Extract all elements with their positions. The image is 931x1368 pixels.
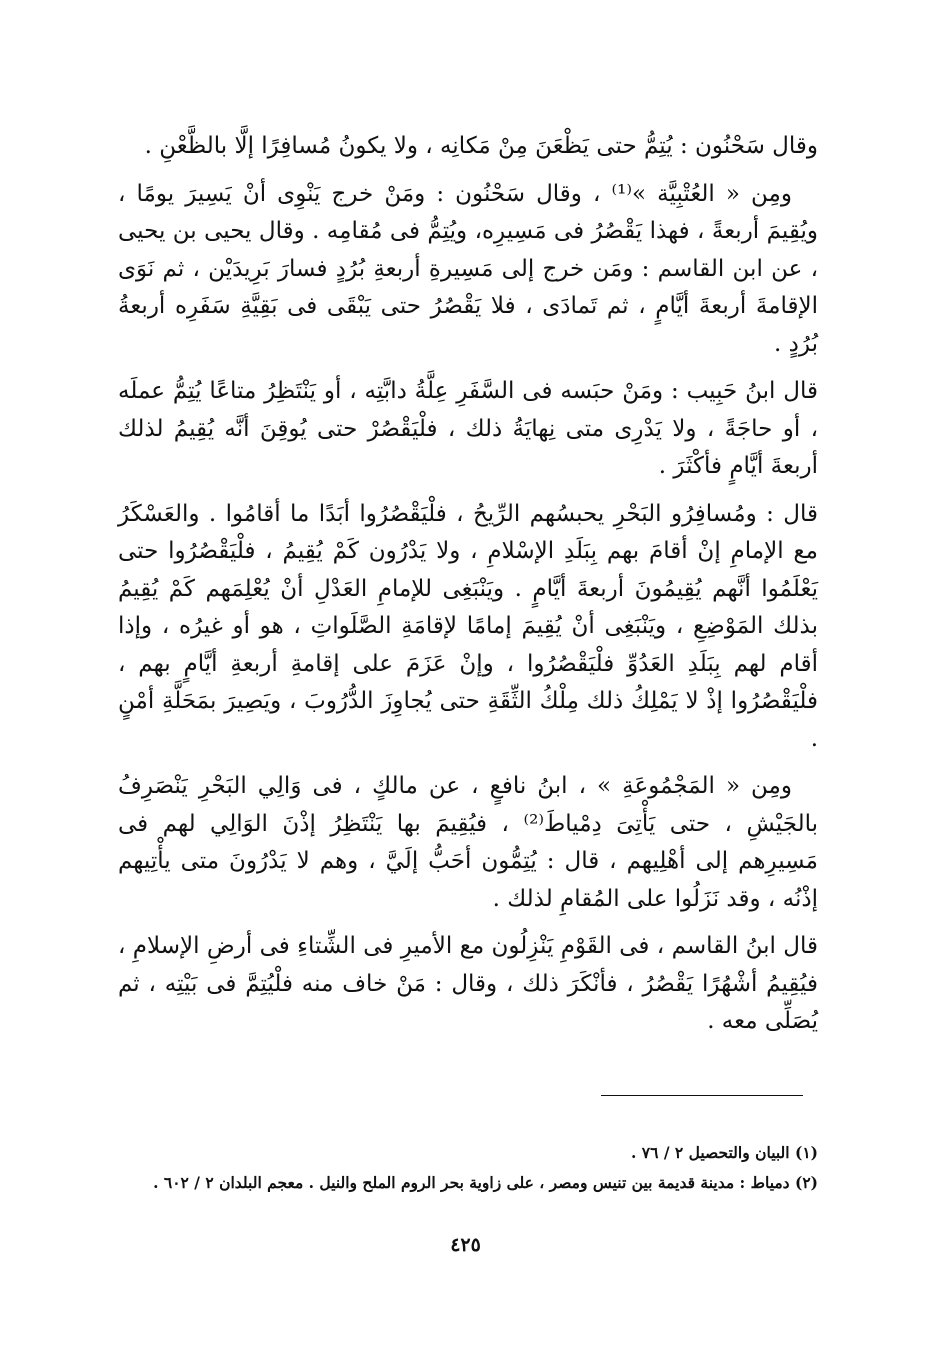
footnote: (٢) دمياط : مدينة قديمة بين تنيس ومصر ، على زاوية بحر الروم الملح والنيل . معجم البلدان ٢ / ٦٠٢ . [153, 1173, 818, 1192]
main-text-body [118, 128, 818, 1041]
paragraph: قال : ومُسافِرُو البَحْرِ يحبسُهم الرِّيحُ ، فلْيَقْصُرُوا أبَدًا ما أقامُوا . والعَسْكَرُ مع الإمامِ إنْ أقامَ بهم بِبَلَدِ الإسْلامِ ، ولا يَدْرُون كَمْ يُقِيمُ ، فلْيَقْصُرُوا حتى يَعْلَمُوا أنَّهم يُقِيمُونَ أربعةَ أيَّامٍ . ويَنْبَغِى للإمامِ العَدْلِ أنْ يُعْلِمَهم كَمْ يُقِيمُ بذلك المَوْضِعِ ، ويَنْبَغِى أنْ يُقِيمَ إمامًا لإقامَةِ الصَّلَواتِ ، هو أو غيرُه ، وإذا أقام لهم بِبَلَدِ العَدُوِّ فلْيَقْصُرُوا ، وإنْ عَزَمَ على إقامةِ أربعةِ أيَّامٍ بهم ، فلْيَقْصُرُوا إذْ لا يَمْلِكُ ذلك مِلْكُ الثِّقَةِ حتى يُجاوِزَ الدُّرُوبَ ، ويَصِيرَ بمَحَلَّةِ أمْنٍ . [118, 500, 818, 752]
footnotes-section [118, 1138, 818, 1198]
paragraph: ومِن « العُتْبِيَّة »⁽¹⁾ ، وقال سَحْنُون : ومَنْ خرج يَنْوِى أنْ يَسِيرَ يومًا ، ويُقِيمَ أربعةً ، فهذا يَقْصُرُ فى مَسِيرِه، ويُتِمُّ فى مُقامِه . وقال يحيى بن يحيى ، عن ابن القاسم : ومَن خرج إلى مَسِيرةِ أربعةِ بُرُدٍ فسارَ بَرِيدَيْن ، ثم نَوَى الإقامةَ أربعةَ أيَّامٍ ، ثم تَمادَى ، فلا يَقْصُرُ حتى يَبْقَى فى بَقِيَّةِ سَفَرِه أربعةُ بُرُدٍ . [118, 180, 818, 357]
page-number: ٤٢٥ [450, 1234, 481, 1256]
paragraph: ومِن « المَجْمُوعَةِ » ، ابنُ نافعٍ ، عن مالكٍ ، فى وَالِي البَحْرِ يَنْصَرِفُ بالجَيْشِ ، حتى يَأْتِىَ دِمْياطَ⁽²⁾ ، فيُقِيمَ بها يَنْتَظِرُ إذْنَ الوَالِي لهم فى مَسِيرِهم إلى أهْلِيهم ، قال : يُتِمُّون أحَبُّ إلَيَّ ، وهم لا يَدْرُونَ متى يأْتِيهم إذْنُه ، وقد نَزَلُوا على المُقامِ لذلك . [118, 773, 818, 912]
paragraph: قال ابنُ القاسم ، فى القَوْمِ يَنْزِلُون مع الأميرِ فى الشِّتاءِ فى أرضِ الإسلامِ ، فيُقِيمُ أشْهُرًا يَقْصُرُ ، فأنْكَرَ ذلك ، وقال : مَنْ خاف منه فلْيُتِمَّ فى بَيْتِه ، ثم يُصَلِّى معه . [118, 933, 818, 1034]
paragraph: قال ابنُ حَبِيب : ومَنْ حبَسه فى السَّفَرِ عِلَّةُ دابَّتِه ، أو يَنْتَظِرُ متاعًا يُتِمُّ عملَه ، أو حاجَةً ، ولا يَدْرِى متى نِهايَةُ ذلك ، فلْيَقْصُرْ حتى يُوقِنَ أنَّه يُقِيمُ لذلك أربعةَ أيَّامٍ فأكْثَرَ . [118, 378, 818, 479]
footnote: (١) البيان والتحصيل ٢ / ٧٦ . [631, 1143, 818, 1162]
footnote-separator [601, 1095, 803, 1096]
paragraph: وقال سَحْنُون : يُتِمُّ حتى يَظْعَنَ مِنْ مَكانِه ، ولا يكونُ مُسافِرًا إلَّا بالظَّعْنِ . [144, 133, 818, 159]
